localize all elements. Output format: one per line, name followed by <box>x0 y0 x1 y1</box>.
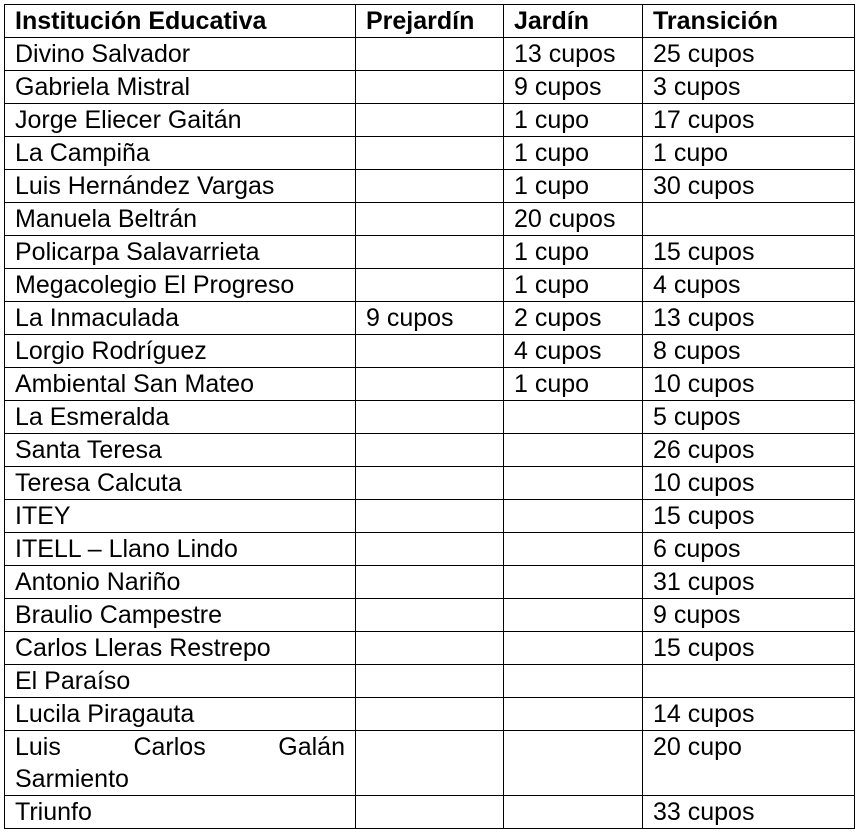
table-row <box>5 533 855 566</box>
institucion-cell: La Inmaculada <box>5 302 356 335</box>
institucion-cell: Manuela Beltrán <box>5 203 356 236</box>
table-row <box>5 269 855 302</box>
institucion-cell: La Esmeralda <box>5 401 356 434</box>
transicion-cell: 15 cupos <box>643 236 855 269</box>
prejardin-cell <box>356 137 504 170</box>
prejardin-cell <box>356 599 504 632</box>
header-prejardin: Prejardín <box>356 5 504 38</box>
header-institucion: Institución Educativa <box>5 5 356 38</box>
prejardin-cell <box>356 38 504 71</box>
jardin-cell <box>504 796 643 829</box>
table-row <box>5 467 855 500</box>
prejardin-cell <box>356 731 504 796</box>
institucion-cell: Lucila Piragauta <box>5 698 356 731</box>
table-row <box>5 632 855 665</box>
institucion-cell: ITEY <box>5 500 356 533</box>
institucion-cell: Braulio Campestre <box>5 599 356 632</box>
prejardin-cell <box>356 632 504 665</box>
prejardin-cell <box>356 203 504 236</box>
table-row <box>5 137 855 170</box>
jardin-cell <box>504 434 643 467</box>
prejardin-cell <box>356 434 504 467</box>
prejardin-cell <box>356 269 504 302</box>
transicion-cell: 3 cupos <box>643 71 855 104</box>
prejardin-cell <box>356 335 504 368</box>
institucion-cell: Megacolegio El Progreso <box>5 269 356 302</box>
institucion-cell: El Paraíso <box>5 665 356 698</box>
prejardin-cell <box>356 533 504 566</box>
jardin-cell <box>504 665 643 698</box>
prejardin-cell <box>356 236 504 269</box>
jardin-cell: 1 cupo <box>504 236 643 269</box>
prejardin-cell <box>356 698 504 731</box>
jardin-cell <box>504 632 643 665</box>
prejardin-cell <box>356 665 504 698</box>
table-row <box>5 566 855 599</box>
transicion-cell: 33 cupos <box>643 796 855 829</box>
transicion-cell <box>643 665 855 698</box>
table-row <box>5 368 855 401</box>
transicion-cell: 15 cupos <box>643 632 855 665</box>
transicion-cell: 20 cupo <box>643 731 855 796</box>
transicion-cell: 10 cupos <box>643 368 855 401</box>
table-row <box>5 104 855 137</box>
transicion-cell: 14 cupos <box>643 698 855 731</box>
table-row <box>5 434 855 467</box>
jardin-cell <box>504 599 643 632</box>
transicion-cell: 13 cupos <box>643 302 855 335</box>
prejardin-cell <box>356 796 504 829</box>
institucion-cell: Teresa Calcuta <box>5 467 356 500</box>
table-row <box>5 401 855 434</box>
transicion-cell: 17 cupos <box>643 104 855 137</box>
jardin-cell <box>504 467 643 500</box>
table-row <box>5 71 855 104</box>
institucion-cell: Santa Teresa <box>5 434 356 467</box>
institucion-cell: Luis Hernández Vargas <box>5 170 356 203</box>
table-row <box>5 500 855 533</box>
institucion-cell: Divino Salvador <box>5 38 356 71</box>
institucion-cell: Antonio Nariño <box>5 566 356 599</box>
jardin-cell: 1 cupo <box>504 269 643 302</box>
prejardin-cell <box>356 368 504 401</box>
institucion-cell: La Campiña <box>5 137 356 170</box>
jardin-cell: 20 cupos <box>504 203 643 236</box>
institucion-cell: Gabriela Mistral <box>5 71 356 104</box>
transicion-cell: 25 cupos <box>643 38 855 71</box>
table-row <box>5 170 855 203</box>
institucion-cell <box>5 731 356 796</box>
prejardin-cell <box>356 170 504 203</box>
institucion-cell: ITELL – Llano Lindo <box>5 533 356 566</box>
table-row <box>5 599 855 632</box>
jardin-cell: 4 cupos <box>504 335 643 368</box>
jardin-cell: 9 cupos <box>504 71 643 104</box>
jardin-cell <box>504 533 643 566</box>
institucion-cell: Triunfo <box>5 796 356 829</box>
transicion-cell <box>643 203 855 236</box>
table-row <box>5 698 855 731</box>
table-header-row <box>5 5 855 38</box>
header-transicion: Transición <box>643 5 855 38</box>
transicion-cell: 5 cupos <box>643 401 855 434</box>
transicion-cell: 4 cupos <box>643 269 855 302</box>
jardin-cell <box>504 698 643 731</box>
institucion-cell: Carlos Lleras Restrepo <box>5 632 356 665</box>
transicion-cell: 1 cupo <box>643 137 855 170</box>
jardin-cell <box>504 566 643 599</box>
jardin-cell <box>504 500 643 533</box>
transicion-cell: 10 cupos <box>643 467 855 500</box>
table-row <box>5 796 855 829</box>
transicion-cell: 31 cupos <box>643 566 855 599</box>
jardin-cell: 1 cupo <box>504 368 643 401</box>
prejardin-cell <box>356 104 504 137</box>
prejardin-cell <box>356 566 504 599</box>
transicion-cell: 8 cupos <box>643 335 855 368</box>
table-row <box>5 731 855 796</box>
table-row <box>5 665 855 698</box>
table-row <box>5 38 855 71</box>
jardin-cell: 1 cupo <box>504 104 643 137</box>
transicion-cell: 15 cupos <box>643 500 855 533</box>
institucion-cell: Lorgio Rodríguez <box>5 335 356 368</box>
transicion-cell: 26 cupos <box>643 434 855 467</box>
table-body <box>5 38 855 829</box>
header-jardin: Jardín <box>504 5 643 38</box>
table-row <box>5 302 855 335</box>
jardin-cell: 1 cupo <box>504 137 643 170</box>
prejardin-cell <box>356 401 504 434</box>
institutions-table <box>4 4 855 829</box>
table-container <box>4 4 855 829</box>
institution-name-line-1: Luis Carlos Galán <box>15 733 345 761</box>
transicion-cell: 6 cupos <box>643 533 855 566</box>
institucion-cell: Jorge Eliecer Gaitán <box>5 104 356 137</box>
prejardin-cell <box>356 500 504 533</box>
table-row <box>5 335 855 368</box>
table-row <box>5 236 855 269</box>
transicion-cell: 9 cupos <box>643 599 855 632</box>
institucion-cell: Ambiental San Mateo <box>5 368 356 401</box>
table-row <box>5 203 855 236</box>
transicion-cell: 30 cupos <box>643 170 855 203</box>
prejardin-cell <box>356 467 504 500</box>
jardin-cell <box>504 401 643 434</box>
jardin-cell: 13 cupos <box>504 38 643 71</box>
institution-name-line-2: Sarmiento <box>15 765 129 793</box>
jardin-cell <box>504 731 643 796</box>
prejardin-cell <box>356 71 504 104</box>
jardin-cell: 2 cupos <box>504 302 643 335</box>
jardin-cell: 1 cupo <box>504 170 643 203</box>
institucion-cell: Policarpa Salavarrieta <box>5 236 356 269</box>
prejardin-cell: 9 cupos <box>356 302 504 335</box>
